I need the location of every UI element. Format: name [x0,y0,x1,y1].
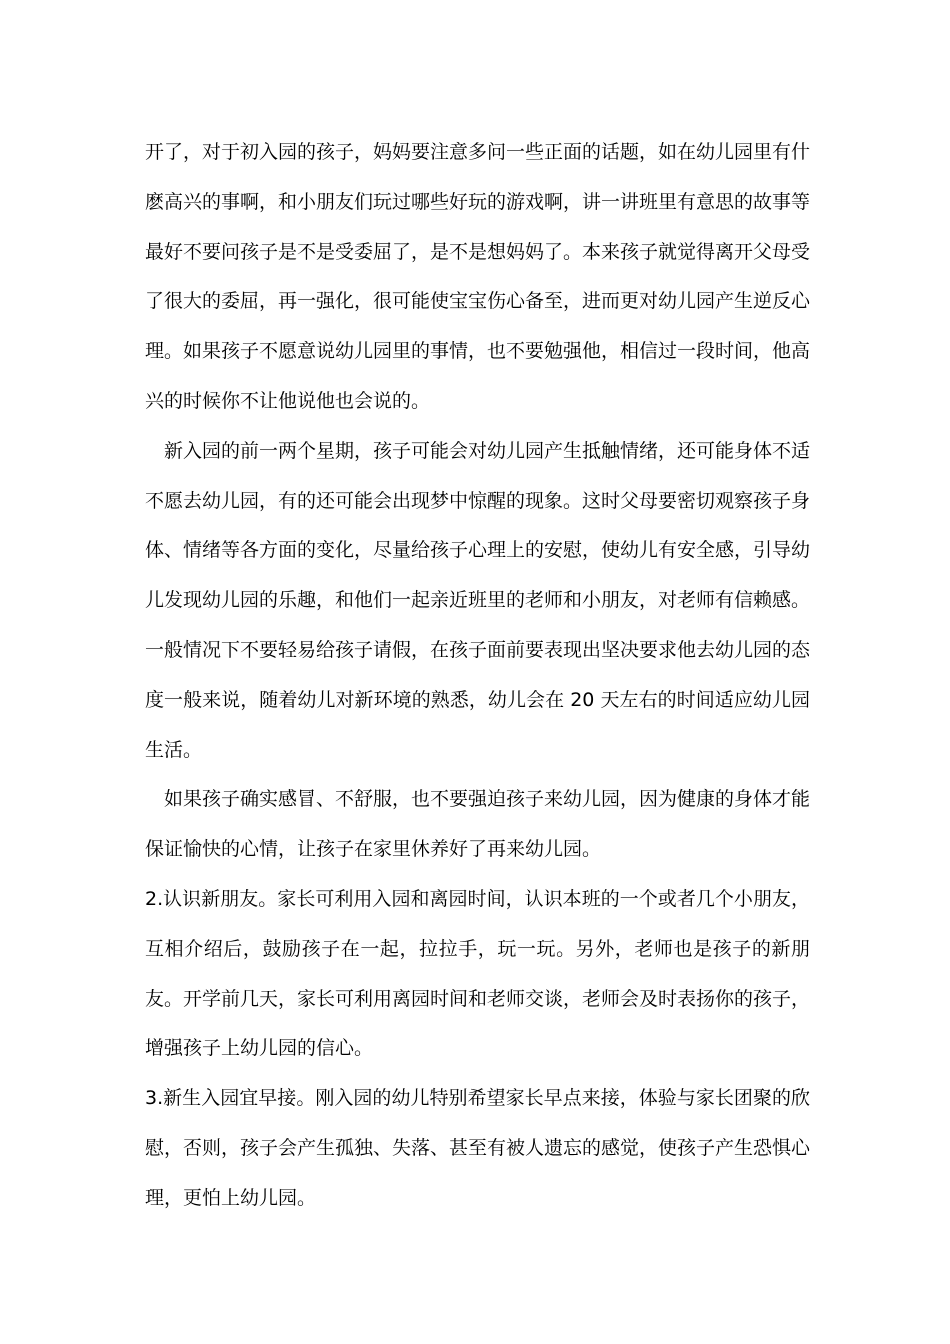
document-body [145,128,810,1224]
paragraph-continuation: 开了，对于初入园的孩子，妈妈要注意多问一些正面的话题，如在幼儿园里有什麽高兴的事啊，和小朋友们玩过哪些好玩的游戏啊，讲一讲班里有意思的故事等最好不要问孩子是不是受委屈了，是不是想妈妈了。本来孩子就觉得离开父母受了很大的委屈，再一强化，很可能使宝宝伤心备至，进而更对幼儿园产生逆反心理。如果孩子不愿意说幼儿园里的事情，也不要勉强他，相信过一段时间，他高兴的时候你不让他说他也会说的。 [145,141,811,412]
paragraph-sick-child: 如果孩子确实感冒、不舒服，也不要强迫孩子来幼儿园，因为健康的身体才能保证愉快的心情，让孩子在家里休养好了再来幼儿园。 [145,788,811,861]
paragraph-item-2-new-friends: 2.认识新朋友。家长可利用入园和离园时间，认识本班的一个或者几个小朋友，互相介绍后，鼓励孩子在一起，拉拉手，玩一玩。另外，老师也是孩子的新朋友。开学前几天，家长可利用离园时间和老师交谈，老师会及时表扬你的孩子，增强孩子上幼儿园的信心。 [145,887,811,1060]
paragraph-item-3-early-pickup: 3.新生入园宜早接。刚入园的幼儿特别希望家长早点来接，体验与家长团聚的欣慰，否则，孩子会产生孤独、失落、甚至有被人遗忘的感觉，使孩子产生恐惧心理，更怕上幼儿园。 [145,1087,811,1209]
paragraph-adjustment-period: 新入园的前一两个星期，孩子可能会对幼儿园产生抵触情绪，还可能身体不适不愿去幼儿园，有的还可能会出现梦中惊醒的现象。这时父母要密切观察孩子身体、情绪等各方面的变化，尽量给孩子心理上的安慰，使幼儿有安全感，引导幼儿发现幼儿园的乐趣，和他们一起亲近班里的老师和小朋友，对老师有信赖感。一般情况下不要轻易给孩子请假，在孩子面前要表现出坚决要求他去幼儿园的态度一般来说，随着幼儿对新环境的熟悉，幼儿会在 20 天左右的时间适应幼儿园生活。 [145,439,811,761]
